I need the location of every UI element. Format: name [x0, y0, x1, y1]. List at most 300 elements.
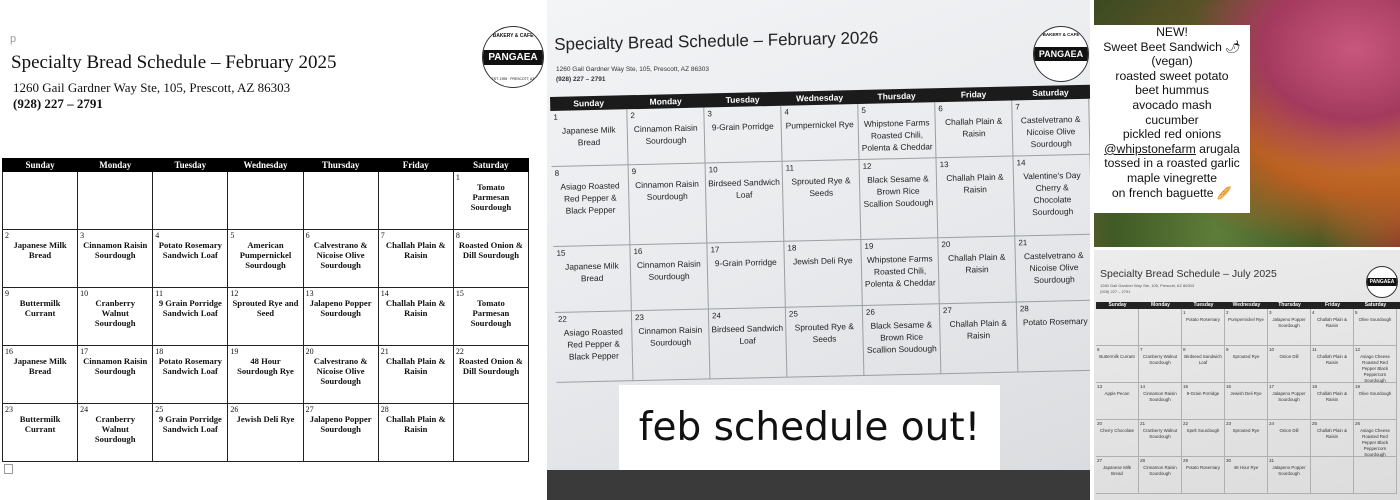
menu-line-handle [1094, 142, 1250, 157]
bread-name: Apple Pecan [1104, 391, 1130, 396]
weekday-header: Wednesday [795, 92, 844, 104]
day-number: 13 [1097, 384, 1103, 389]
weekday-header: Thursday [303, 159, 378, 172]
weekday-header: Wednesday [228, 159, 303, 172]
bread-name: 9 Grain Porridge Sandwich Loaf [158, 298, 222, 318]
bread-name: Tomato Parmesan Sourdough [470, 182, 512, 212]
day-number: 11 [785, 163, 795, 173]
bread-name: Asiago Cheese Roasted Red Pepper Black Peppercorn Sourdough [1360, 428, 1390, 457]
calendar-day [938, 236, 1016, 304]
weekday-header: Thursday [1278, 302, 1301, 308]
weekday-header: Sunday [573, 97, 605, 109]
sandwich-photo [1094, 0, 1400, 247]
bread-name: Cinnamon Raisin Sourdough [633, 122, 698, 146]
calendar-day [783, 160, 862, 242]
weekday-header: Tuesday [725, 94, 760, 106]
day-number: 28 [1140, 458, 1146, 463]
bread-name: Sprouted Rye [1232, 354, 1260, 359]
bread-name: Olive Sourdough [1358, 391, 1392, 396]
instagram-handle: @whipstonefarm [1104, 141, 1196, 156]
calendar-day [709, 308, 788, 380]
calendar-day [1268, 457, 1311, 494]
calendar-day [1182, 346, 1225, 383]
address: 1260 Gail Gardner Way Ste, 105, Prescott, AZ 86303 [13, 80, 291, 95]
calendar-day [1354, 383, 1397, 420]
calendar-day [78, 404, 153, 462]
calendar-week [3, 346, 529, 404]
bread-name: Jalapeno Popper Sourdough [1272, 465, 1306, 476]
day-number: 18 [155, 347, 164, 356]
bread-name: Roasted Onion & Dill Sourdough [458, 240, 523, 260]
bread-name: Cinnamon Raisin Sourdough [1143, 465, 1177, 476]
calendar-day [1096, 383, 1139, 420]
bread-name: Japanese Milk Bread [13, 356, 67, 376]
day-number: 3 [707, 109, 712, 119]
calendar-day [3, 172, 78, 230]
day-number: 7 [1015, 102, 1020, 112]
calendar-week [3, 404, 529, 462]
calendar-day [1311, 383, 1354, 420]
menu-line: cucumber [1145, 112, 1199, 127]
day-number: 24 [711, 311, 722, 321]
day-number: 26 [1355, 421, 1361, 426]
day-number: 23 [1226, 421, 1232, 426]
bread-name: Spelt Sourdough [1186, 428, 1220, 433]
bread-name: 9-Grain Porridge [1186, 391, 1220, 396]
calendar-day [1096, 457, 1139, 494]
day-number: 3 [80, 231, 85, 240]
weekday-header: Thursday [877, 90, 916, 102]
bread-name: Tomato Parmesan Sourdough [470, 298, 512, 328]
day-number: 27 [305, 405, 314, 414]
day-number: 14 [380, 289, 389, 298]
calendar-day [707, 242, 785, 310]
july-calendar-header [1096, 302, 1400, 309]
day-number: 22 [557, 314, 568, 324]
bread-name: Whipstone Farms Roasted Chili, Polenta & Cheddar [864, 253, 936, 289]
day-number: 4 [784, 107, 789, 117]
day-number: 11 [155, 289, 163, 298]
day-number: 29 [1183, 458, 1189, 463]
calendar-day [303, 230, 378, 288]
calendar-day [1096, 420, 1139, 457]
day-number: 25 [788, 309, 798, 319]
calendar-day [781, 104, 859, 162]
calendar-day [1182, 383, 1225, 420]
logo-top-text: BAKERY & CAFE [492, 33, 534, 39]
photo-bottom-edge [547, 470, 1090, 500]
day-number: 12 [1355, 347, 1361, 352]
bread-name: Challah Plain & Raisin [949, 317, 1007, 341]
menu-line: pickled red onions [1122, 127, 1222, 142]
calendar-day [1139, 420, 1182, 457]
pangaea-logo-july [1366, 266, 1398, 298]
bread-name: Pumpernickel Rye [785, 119, 854, 131]
day-number: 7 [380, 231, 385, 240]
day-number: 16 [1226, 384, 1232, 389]
bread-name: Potato Rosemary Sandwich Loaf [158, 356, 222, 376]
calendar-day [3, 404, 78, 462]
calendar-day [153, 288, 228, 346]
bread-name: Cranberry Walnut Sourdough [1142, 354, 1178, 365]
bread-name: Challah Plain & Raisin [1316, 391, 1348, 402]
bread-name: Buttermilk Currant [1099, 354, 1135, 359]
day-number: 30 [1226, 458, 1232, 463]
calendar-day [1225, 383, 1268, 420]
day-number: 1 [1183, 310, 1186, 315]
calendar-table [2, 158, 529, 462]
day-number: 22 [455, 347, 464, 356]
bread-name: Jewish Deli Rye [1230, 391, 1262, 396]
menu-line: on french baguette 🥖 [1111, 185, 1233, 200]
calendar-day [1012, 99, 1090, 157]
calendar-day [378, 288, 453, 346]
calendar-day [1013, 155, 1090, 237]
bread-name: Buttermilk Currant [19, 298, 61, 318]
calendar-day [627, 108, 705, 166]
paragraph-mark: p [10, 33, 17, 45]
calendar-day [550, 109, 628, 167]
bread-name: Cinnamon Raisin Sourdough [636, 258, 701, 282]
calendar-day [378, 230, 453, 288]
bread-name: Cranberry Walnut Sourdough [94, 298, 136, 328]
day-number: 17 [710, 245, 720, 255]
calendar-day [153, 230, 228, 288]
calendar-day [228, 172, 303, 230]
bread-name: Potato Rosemary [1186, 465, 1220, 470]
day-number: 21 [1018, 238, 1028, 248]
bread-name: Jewish Deli Rye [236, 414, 295, 424]
day-number: 19 [1355, 384, 1361, 389]
schedule-photo-july-2025 [1094, 250, 1400, 500]
day-number: 14 [1140, 384, 1146, 389]
weekday-header: Friday [960, 89, 987, 100]
calendar-day [1225, 309, 1268, 346]
logo-top-text: BAKERY & CAFE [1042, 32, 1080, 37]
bread-name: Jalapeno Popper Sourdough [1272, 317, 1306, 328]
day-number: 5 [230, 231, 235, 240]
calendar-day [1225, 457, 1268, 494]
calendar-day [228, 230, 303, 288]
day-number: 15 [556, 248, 566, 258]
calendar-day [1268, 309, 1311, 346]
calendar-day [1225, 420, 1268, 457]
photo-phone: (928) 227 – 2791 [556, 76, 606, 83]
calendar-day [555, 311, 634, 383]
weekday-header: Monday [649, 96, 682, 107]
day-number: 15 [1183, 384, 1189, 389]
bread-name: Challah Plain & Raisin [1316, 354, 1348, 365]
weekday-header: Monday [1151, 302, 1170, 308]
photo-phone: (928) 227 – 2791 [1100, 289, 1131, 294]
calendar-day [453, 404, 528, 462]
pangaea-logo [482, 26, 544, 88]
menu-line: maple vinegrette [1126, 170, 1218, 185]
bread-name: Cinnamon Raisin Sourdough [638, 324, 703, 348]
bread-name: Sprouted Rye & Seeds [791, 175, 851, 199]
calendar-day [632, 309, 711, 381]
calendar-day [1268, 420, 1311, 457]
menu-line: Sweet Beet Sandwich 🌶 [1103, 39, 1241, 54]
calendar-day [78, 172, 153, 230]
weekday-header: Saturday [453, 159, 528, 172]
bread-name: Asiago Cheese Roasted Red Pepper Black Peppercorn Sourdough [1360, 354, 1390, 383]
pangaea-logo-photo [1033, 26, 1089, 82]
bread-name: Cinnamon Raisin Sourdough [1143, 391, 1177, 402]
calendar-day [863, 304, 942, 376]
calendar-day [935, 101, 1013, 159]
calendar-day [378, 404, 453, 462]
bread-name: Japanese Milk Bread [13, 240, 67, 260]
calendar-day [553, 245, 631, 313]
bread-name: Challah Plain & Raisin [385, 356, 446, 376]
menu-line: NEW! [1156, 25, 1188, 39]
bread-name: Buttermilk Currant [19, 414, 61, 434]
page-title: Specialty Bread Schedule – February 2025 [11, 52, 337, 73]
calendar-day [1354, 420, 1397, 457]
calendar-day [552, 165, 631, 247]
day-number: 1 [455, 173, 460, 182]
day-number: 18 [787, 243, 797, 253]
bread-name: Challah Plain & Raisin [385, 298, 446, 318]
day-number: 27 [942, 305, 952, 316]
day-number: 23 [634, 312, 645, 323]
weekday-header: Sunday [1108, 302, 1127, 308]
calendar-day [3, 288, 78, 346]
day-number: 26 [230, 405, 239, 414]
day-number: 19 [230, 347, 239, 356]
weekday-header: Saturday [1364, 302, 1387, 308]
calendar-day [1268, 346, 1311, 383]
bread-name: Birdseed Sandwich Loaf [1184, 354, 1222, 365]
logo-bottom-text: EST. 1995 · PRESCOTT, AZ [491, 77, 535, 81]
calendar-day [1311, 420, 1354, 457]
day-number: 10 [708, 165, 718, 175]
day-number: 1 [553, 112, 559, 122]
calendar-day [1182, 309, 1225, 346]
calendar-day [453, 172, 528, 230]
bread-name: Asiago Roasted Red Pepper & Black Pepper [560, 180, 620, 216]
calendar-day [1139, 457, 1182, 494]
calendar-day [1015, 235, 1090, 303]
calendar-day [303, 346, 378, 404]
bread-name: Onion Dill [1279, 354, 1299, 359]
menu-note [1094, 25, 1250, 213]
calendar-day [78, 230, 153, 288]
calendar-day [1096, 309, 1139, 346]
calendar-day [1096, 346, 1139, 383]
bread-name: Sprouted Rye and Seed [232, 298, 299, 318]
day-number: 13 [939, 159, 949, 170]
bread-name: 9-Grain Porridge [714, 256, 777, 269]
day-number: 10 [80, 289, 89, 298]
logo-name: PANGAEA [1034, 47, 1088, 61]
bread-name: Cherry Chocolate [1099, 428, 1135, 433]
day-number: 3 [1269, 310, 1272, 315]
day-number: 21 [1140, 421, 1146, 426]
day-number: 25 [1312, 421, 1318, 426]
bread-name: Castelvetrano & Nicoise Olive Sourdough [1023, 249, 1084, 286]
calendar-day [153, 346, 228, 404]
bread-name: Challah Plain & Raisin [385, 414, 446, 434]
weekday-header: Tuesday [1193, 302, 1214, 308]
weekday-header: Saturday [1032, 87, 1069, 99]
calendar-day [1225, 346, 1268, 383]
day-number: 5 [861, 105, 866, 115]
menu-line: (vegan) [1151, 54, 1193, 69]
day-number: 28 [1019, 304, 1029, 314]
bread-name: Jalapeno Popper Sourdough [309, 414, 372, 434]
day-number: 10 [1269, 347, 1275, 352]
calendar-day [303, 404, 378, 462]
bread-name: 9-Grain Porridge [711, 120, 774, 133]
day-number: 4 [155, 231, 160, 240]
day-number: 25 [155, 405, 164, 414]
day-number: 24 [80, 405, 89, 414]
calendar-day [936, 157, 1015, 239]
menu-line: tossed in a roasted garlic [1104, 156, 1240, 171]
bread-name: Black Sesame & Brown Rice Scallion Soudough [863, 173, 934, 209]
menu-line: roasted sweet potato [1115, 68, 1229, 83]
bread-name: Challah Plain & Raisin [1316, 317, 1348, 328]
menu-line: beet hummus [1135, 83, 1209, 98]
day-number: 7 [1140, 347, 1143, 352]
calendar-day [861, 238, 939, 306]
menu-line-text: arugala [1195, 141, 1240, 156]
calendar-day [378, 346, 453, 404]
day-number: 9 [5, 289, 9, 298]
bread-name: Japanese Milk Bread [564, 260, 619, 284]
day-number: 12 [230, 289, 239, 298]
bread-name: American Pumpernickel Sourdough [239, 240, 292, 270]
bread-name: Onion Dill [1279, 428, 1299, 433]
photo-title: Specialty Bread Schedule – July 2025 [1100, 268, 1277, 280]
bread-name: Potato Rosemary [1022, 315, 1088, 328]
bread-name: Potato Rosemary Sandwich Loaf [158, 240, 222, 260]
calendar-day [1017, 301, 1090, 373]
calendar-day [1354, 309, 1397, 346]
calendar-day [1311, 309, 1354, 346]
day-number: 2 [5, 231, 9, 240]
day-number: 8 [455, 231, 460, 240]
calendar-day [453, 288, 528, 346]
bread-name: Cinnamon Raisin Sourdough [83, 356, 148, 376]
day-number: 8 [554, 168, 560, 178]
calendar-day [784, 240, 862, 308]
day-number: 22 [1183, 421, 1189, 426]
calendar-day [228, 404, 303, 462]
calendar-day [940, 302, 1019, 374]
bread-name: Cranberry Walnut Sourdough [1142, 428, 1178, 439]
calendar-day [78, 346, 153, 404]
bread-name: Potato Rosemary [1186, 317, 1220, 322]
day-number: 26 [865, 307, 875, 317]
calendar-day [1139, 383, 1182, 420]
calendar-day [1139, 346, 1182, 383]
calendar-day [1354, 346, 1397, 383]
bread-name: Sprouted Rye [1232, 428, 1260, 433]
bread-name: Challah Plain & Raisin [946, 171, 1004, 195]
day-number: 4 [1312, 310, 1315, 315]
calendar-day [630, 243, 708, 311]
bread-name: Jalapeno Popper Sourdough [1272, 391, 1306, 402]
phone-number: (928) 227 – 2791 [13, 96, 103, 111]
day-number: 13 [305, 289, 314, 298]
bread-name: 48 Hour Rye [1233, 465, 1259, 470]
calendar-week [3, 230, 529, 288]
calendar-day [228, 346, 303, 404]
weekday-header: Wednesday [1232, 302, 1261, 308]
calendar-day [706, 162, 785, 244]
day-number: 5 [1355, 310, 1358, 315]
bread-name: Challah Plain & Raisin [948, 251, 1006, 275]
day-number: 19 [864, 241, 874, 251]
day-number: 31 [1269, 458, 1275, 463]
calendar-day [453, 346, 528, 404]
footer-placeholder [4, 464, 13, 474]
calendar-day [1311, 346, 1354, 383]
weekday-header: Friday [378, 159, 453, 172]
day-number: 14 [1016, 158, 1026, 168]
day-number: 9 [1226, 347, 1229, 352]
calendar-week [3, 288, 529, 346]
day-number: 28 [380, 405, 389, 414]
photo-address: 1260 Gail Gardner Way Ste, 105, Prescott, AZ 86303 [556, 66, 709, 73]
logo-name: PANGAEA [1367, 278, 1397, 286]
bread-name: Birdseed Sandwich Loaf [711, 322, 784, 346]
bread-name: Valentine's Day Cherry & Chocolate Sourdough [1023, 169, 1081, 218]
calendar-day [153, 404, 228, 462]
calendar-day [303, 288, 378, 346]
bread-name: Whipstone Farms Roasted Chili, Polenta & Cheddar [861, 117, 933, 153]
day-number: 6 [1097, 347, 1100, 352]
day-number: 24 [1269, 421, 1275, 426]
bread-name: Calvestrano & Nicoise Olive Sourdough [313, 356, 368, 386]
bread-name: Calvestrano & Nicoise Olive Sourdough [313, 240, 368, 270]
bread-name: Birdseed Sandwich Loaf [708, 176, 780, 200]
calendar-day [303, 172, 378, 230]
day-number: 8 [1183, 347, 1186, 352]
day-number: 17 [80, 347, 89, 356]
bread-name: Olive Sourdough [1358, 317, 1392, 322]
day-number: 20 [941, 239, 951, 250]
bread-name: Japanese Milk Bread [1102, 465, 1132, 476]
bread-name: Challah Plain & Raisin [944, 115, 1003, 139]
bread-name: Asiago Roasted Red Pepper & Black Pepper [563, 326, 624, 362]
calendar-day [629, 163, 708, 245]
photo-title: Specialty Bread Schedule – February 2026 [554, 28, 879, 54]
bread-name: Cinnamon Raisin Sourdough [83, 240, 148, 260]
bread-name: Jalapeno Popper Sourdough [309, 298, 372, 318]
calendar-day [860, 158, 939, 240]
day-number: 9 [631, 167, 637, 177]
calendar-day [153, 172, 228, 230]
day-number: 16 [5, 347, 13, 356]
calendar-day [378, 172, 453, 230]
bread-name: Castelvetrano & Nicoise Olive Sourdough [1020, 113, 1081, 150]
schedule-document [0, 0, 545, 500]
day-number: 6 [305, 231, 310, 240]
calendar-day [78, 288, 153, 346]
day-number: 11 [1312, 347, 1317, 352]
menu-line: avocado mash [1132, 97, 1212, 112]
day-number: 12 [862, 161, 872, 171]
calendar-day [453, 230, 528, 288]
calendar-day [1182, 420, 1225, 457]
story-caption: feb schedule out! [638, 405, 981, 450]
weekday-header: Tuesday [153, 159, 228, 172]
calendar-day [858, 102, 936, 160]
